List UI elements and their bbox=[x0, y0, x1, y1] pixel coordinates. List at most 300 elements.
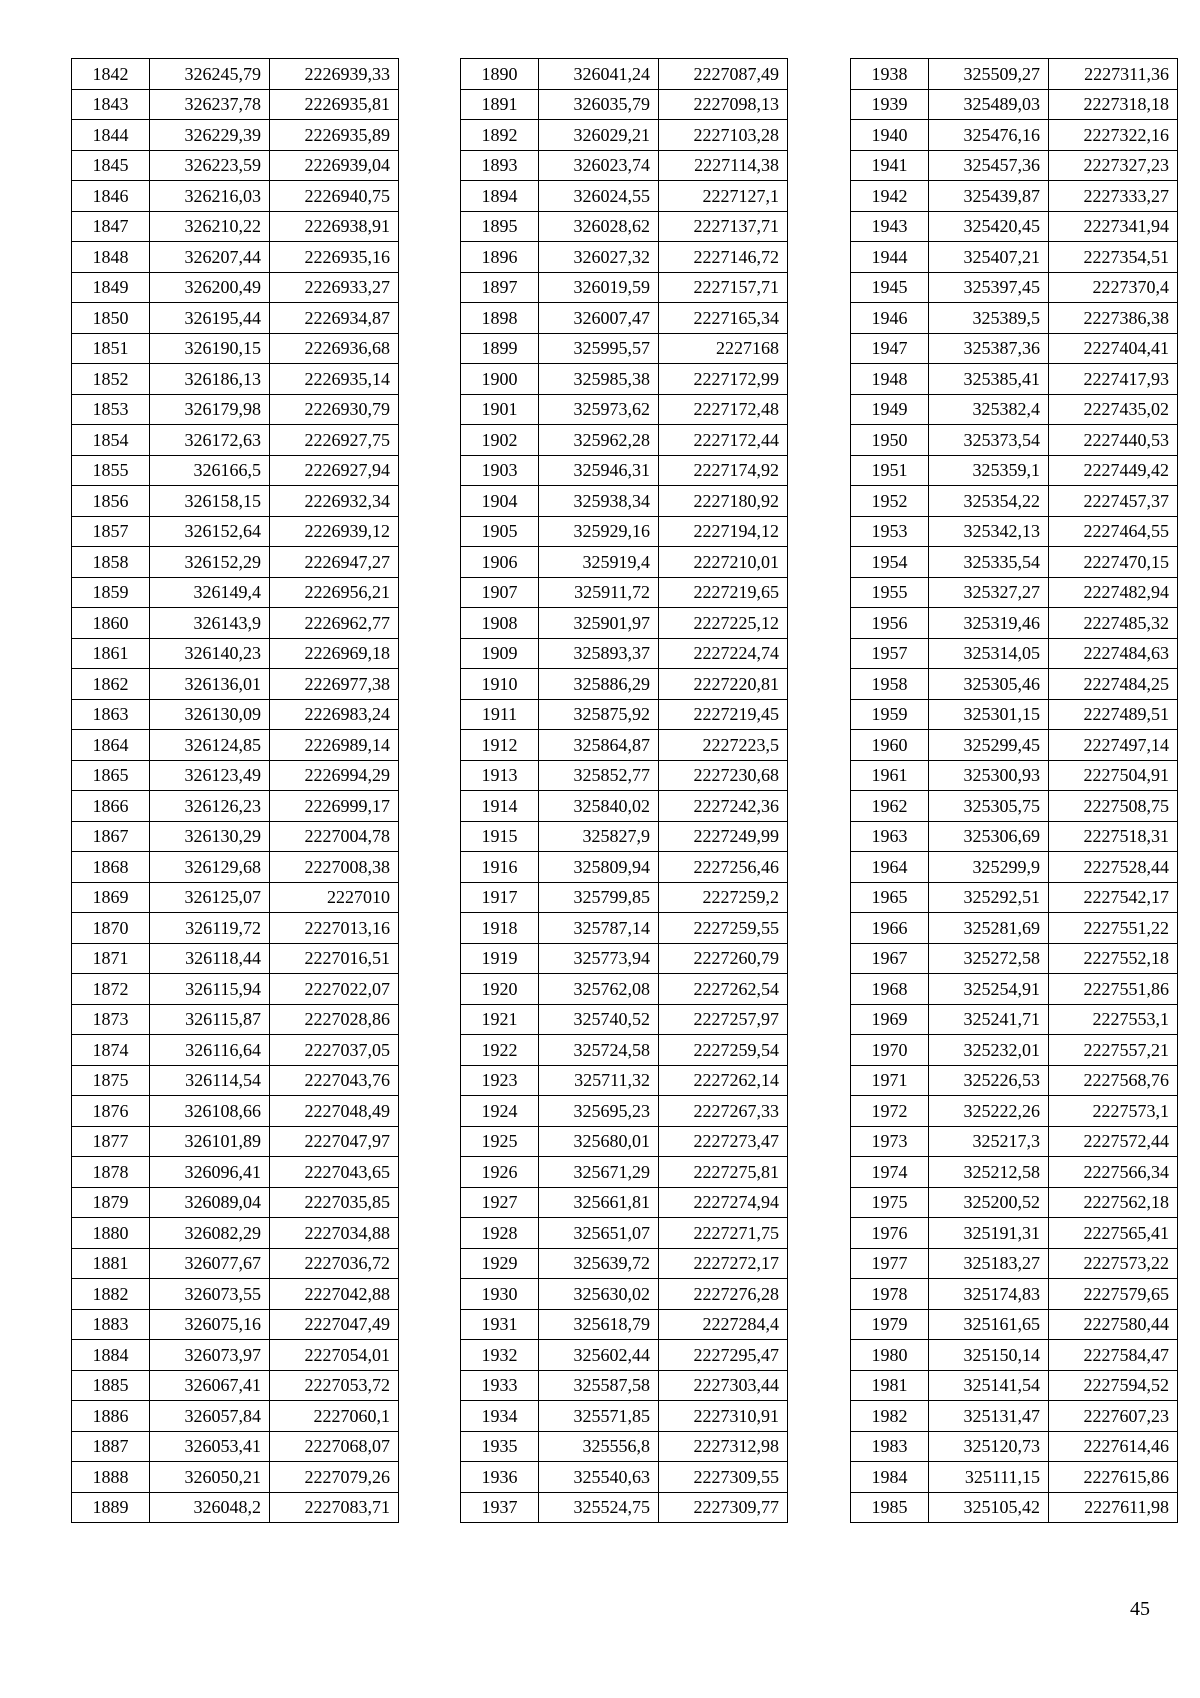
page-number: 45 bbox=[1130, 1598, 1150, 1620]
y-coordinate-cell: 2227272,17 bbox=[659, 1248, 788, 1279]
y-coordinate-cell: 2227553,1 bbox=[1049, 1004, 1178, 1035]
x-coordinate-cell: 326019,59 bbox=[539, 272, 659, 303]
point-number-cell: 1887 bbox=[72, 1431, 150, 1462]
y-coordinate-cell: 2227047,49 bbox=[270, 1309, 399, 1340]
table-row bbox=[72, 150, 399, 181]
x-coordinate-cell: 325299,9 bbox=[929, 852, 1049, 883]
point-number-cell: 1845 bbox=[72, 150, 150, 181]
x-coordinate-cell: 325397,45 bbox=[929, 272, 1049, 303]
point-number-cell: 1945 bbox=[851, 272, 929, 303]
y-coordinate-cell: 2227504,91 bbox=[1049, 760, 1178, 791]
table-row bbox=[461, 1004, 788, 1035]
x-coordinate-cell: 326027,32 bbox=[539, 242, 659, 273]
y-coordinate-cell: 2227562,18 bbox=[1049, 1187, 1178, 1218]
x-coordinate-cell: 325191,31 bbox=[929, 1218, 1049, 1249]
table-row bbox=[461, 394, 788, 425]
y-coordinate-cell: 2227341,94 bbox=[1049, 211, 1178, 242]
table-row bbox=[72, 1279, 399, 1310]
x-coordinate-cell: 325901,97 bbox=[539, 608, 659, 639]
x-coordinate-cell: 325254,91 bbox=[929, 974, 1049, 1005]
x-coordinate-cell: 326053,41 bbox=[150, 1431, 270, 1462]
x-coordinate-cell: 325864,87 bbox=[539, 730, 659, 761]
point-number-cell: 1899 bbox=[461, 333, 539, 364]
table-row bbox=[851, 791, 1178, 822]
y-coordinate-cell: 2227552,18 bbox=[1049, 943, 1178, 974]
table-row bbox=[461, 943, 788, 974]
point-number-cell: 1862 bbox=[72, 669, 150, 700]
table-row bbox=[72, 1492, 399, 1523]
y-coordinate-cell: 2227230,68 bbox=[659, 760, 788, 791]
y-coordinate-cell: 2226956,21 bbox=[270, 577, 399, 608]
point-number-cell: 1964 bbox=[851, 852, 929, 883]
point-number-cell: 1979 bbox=[851, 1309, 929, 1340]
table-row bbox=[72, 974, 399, 1005]
table-row bbox=[851, 1096, 1178, 1127]
table-row bbox=[72, 1157, 399, 1188]
y-coordinate-cell: 2227584,47 bbox=[1049, 1340, 1178, 1371]
point-number-cell: 1857 bbox=[72, 516, 150, 547]
x-coordinate-cell: 325150,14 bbox=[929, 1340, 1049, 1371]
x-coordinate-cell: 326029,21 bbox=[539, 120, 659, 151]
x-coordinate-cell: 326130,29 bbox=[150, 821, 270, 852]
point-number-cell: 1951 bbox=[851, 455, 929, 486]
y-coordinate-cell: 2227568,76 bbox=[1049, 1065, 1178, 1096]
y-coordinate-cell: 2227497,14 bbox=[1049, 730, 1178, 761]
y-coordinate-cell: 2227311,36 bbox=[1049, 59, 1178, 90]
point-number-cell: 1869 bbox=[72, 882, 150, 913]
point-number-cell: 1920 bbox=[461, 974, 539, 1005]
x-coordinate-cell: 326123,49 bbox=[150, 760, 270, 791]
y-coordinate-cell: 2227016,51 bbox=[270, 943, 399, 974]
table-row bbox=[461, 303, 788, 334]
table-row bbox=[851, 89, 1178, 120]
table-row bbox=[72, 1309, 399, 1340]
y-coordinate-cell: 2227103,28 bbox=[659, 120, 788, 151]
y-coordinate-cell: 2227157,71 bbox=[659, 272, 788, 303]
x-coordinate-cell: 325740,52 bbox=[539, 1004, 659, 1035]
table-row bbox=[461, 699, 788, 730]
y-coordinate-cell: 2227257,97 bbox=[659, 1004, 788, 1035]
y-coordinate-cell: 2226935,81 bbox=[270, 89, 399, 120]
table-row bbox=[851, 1218, 1178, 1249]
x-coordinate-cell: 326082,29 bbox=[150, 1218, 270, 1249]
point-number-cell: 1944 bbox=[851, 242, 929, 273]
x-coordinate-cell: 325602,44 bbox=[539, 1340, 659, 1371]
table-row bbox=[72, 1065, 399, 1096]
x-coordinate-cell: 326023,74 bbox=[539, 150, 659, 181]
point-number-cell: 1926 bbox=[461, 1157, 539, 1188]
point-number-cell: 1976 bbox=[851, 1218, 929, 1249]
point-number-cell: 1978 bbox=[851, 1279, 929, 1310]
point-number-cell: 1864 bbox=[72, 730, 150, 761]
y-coordinate-cell: 2227022,07 bbox=[270, 974, 399, 1005]
point-number-cell: 1872 bbox=[72, 974, 150, 1005]
x-coordinate-cell: 325354,22 bbox=[929, 486, 1049, 517]
x-coordinate-cell: 325639,72 bbox=[539, 1248, 659, 1279]
point-number-cell: 1942 bbox=[851, 181, 929, 212]
table-row bbox=[851, 1187, 1178, 1218]
y-coordinate-cell: 2227449,42 bbox=[1049, 455, 1178, 486]
table-row bbox=[72, 730, 399, 761]
y-coordinate-cell: 2227327,23 bbox=[1049, 150, 1178, 181]
point-number-cell: 1893 bbox=[461, 150, 539, 181]
x-coordinate-cell: 325141,54 bbox=[929, 1370, 1049, 1401]
table-row bbox=[851, 669, 1178, 700]
x-coordinate-cell: 326179,98 bbox=[150, 394, 270, 425]
point-number-cell: 1880 bbox=[72, 1218, 150, 1249]
table-row bbox=[72, 699, 399, 730]
table-row bbox=[851, 272, 1178, 303]
point-number-cell: 1954 bbox=[851, 547, 929, 578]
y-coordinate-cell: 2226969,18 bbox=[270, 638, 399, 669]
table-row bbox=[461, 1126, 788, 1157]
table-row bbox=[851, 242, 1178, 273]
table-row bbox=[461, 638, 788, 669]
point-number-cell: 1873 bbox=[72, 1004, 150, 1035]
point-number-cell: 1854 bbox=[72, 425, 150, 456]
x-coordinate-cell: 326172,63 bbox=[150, 425, 270, 456]
point-number-cell: 1913 bbox=[461, 760, 539, 791]
table-row bbox=[851, 1492, 1178, 1523]
y-coordinate-cell: 2227004,78 bbox=[270, 821, 399, 852]
x-coordinate-cell: 326075,16 bbox=[150, 1309, 270, 1340]
point-number-cell: 1852 bbox=[72, 364, 150, 395]
point-number-cell: 1871 bbox=[72, 943, 150, 974]
table-row bbox=[72, 1431, 399, 1462]
y-coordinate-cell: 2227273,47 bbox=[659, 1126, 788, 1157]
x-coordinate-cell: 325407,21 bbox=[929, 242, 1049, 273]
x-coordinate-cell: 325661,81 bbox=[539, 1187, 659, 1218]
x-coordinate-cell: 326136,01 bbox=[150, 669, 270, 700]
x-coordinate-cell: 325540,63 bbox=[539, 1462, 659, 1493]
y-coordinate-cell: 2227542,17 bbox=[1049, 882, 1178, 913]
y-coordinate-cell: 2227274,94 bbox=[659, 1187, 788, 1218]
x-coordinate-cell: 326126,23 bbox=[150, 791, 270, 822]
table-row bbox=[851, 1279, 1178, 1310]
x-coordinate-cell: 326143,9 bbox=[150, 608, 270, 639]
y-coordinate-cell: 2227172,44 bbox=[659, 425, 788, 456]
table-row bbox=[851, 59, 1178, 90]
table-row bbox=[461, 1309, 788, 1340]
y-coordinate-cell: 2227165,34 bbox=[659, 303, 788, 334]
table-row bbox=[461, 730, 788, 761]
x-coordinate-cell: 325327,27 bbox=[929, 577, 1049, 608]
table-row bbox=[72, 1462, 399, 1493]
table-row bbox=[72, 211, 399, 242]
x-coordinate-cell: 325651,07 bbox=[539, 1218, 659, 1249]
y-coordinate-cell: 2227464,55 bbox=[1049, 516, 1178, 547]
table-row bbox=[461, 364, 788, 395]
x-coordinate-cell: 326108,66 bbox=[150, 1096, 270, 1127]
y-coordinate-cell: 2227310,91 bbox=[659, 1401, 788, 1432]
x-coordinate-cell: 326124,85 bbox=[150, 730, 270, 761]
x-coordinate-cell: 326158,15 bbox=[150, 486, 270, 517]
table-row bbox=[851, 1431, 1178, 1462]
x-coordinate-cell: 325680,01 bbox=[539, 1126, 659, 1157]
point-number-cell: 1938 bbox=[851, 59, 929, 90]
x-coordinate-cell: 326237,78 bbox=[150, 89, 270, 120]
table-row bbox=[72, 1248, 399, 1279]
point-number-cell: 1895 bbox=[461, 211, 539, 242]
point-number-cell: 1968 bbox=[851, 974, 929, 1005]
table-row bbox=[72, 1218, 399, 1249]
y-coordinate-cell: 2227607,23 bbox=[1049, 1401, 1178, 1432]
table-row bbox=[72, 638, 399, 669]
x-coordinate-cell: 326152,29 bbox=[150, 547, 270, 578]
point-number-cell: 1865 bbox=[72, 760, 150, 791]
x-coordinate-cell: 325385,41 bbox=[929, 364, 1049, 395]
table-row bbox=[461, 791, 788, 822]
point-number-cell: 1937 bbox=[461, 1492, 539, 1523]
table-row bbox=[851, 394, 1178, 425]
point-number-cell: 1885 bbox=[72, 1370, 150, 1401]
y-coordinate-cell: 2227219,65 bbox=[659, 577, 788, 608]
point-number-cell: 1931 bbox=[461, 1309, 539, 1340]
point-number-cell: 1892 bbox=[461, 120, 539, 151]
y-coordinate-cell: 2227249,99 bbox=[659, 821, 788, 852]
y-coordinate-cell: 2227036,72 bbox=[270, 1248, 399, 1279]
x-coordinate-cell: 325306,69 bbox=[929, 821, 1049, 852]
x-coordinate-cell: 326229,39 bbox=[150, 120, 270, 151]
y-coordinate-cell: 2226962,77 bbox=[270, 608, 399, 639]
y-coordinate-cell: 2226989,14 bbox=[270, 730, 399, 761]
y-coordinate-cell: 2226935,14 bbox=[270, 364, 399, 395]
point-number-cell: 1874 bbox=[72, 1035, 150, 1066]
point-number-cell: 1927 bbox=[461, 1187, 539, 1218]
x-coordinate-cell: 325387,36 bbox=[929, 333, 1049, 364]
x-coordinate-cell: 325222,26 bbox=[929, 1096, 1049, 1127]
point-number-cell: 1956 bbox=[851, 608, 929, 639]
y-coordinate-cell: 2227557,21 bbox=[1049, 1035, 1178, 1066]
table-row bbox=[72, 272, 399, 303]
point-number-cell: 1848 bbox=[72, 242, 150, 273]
y-coordinate-cell: 2227482,94 bbox=[1049, 577, 1178, 608]
point-number-cell: 1846 bbox=[72, 181, 150, 212]
table-row bbox=[461, 59, 788, 90]
point-number-cell: 1975 bbox=[851, 1187, 929, 1218]
x-coordinate-cell: 325300,93 bbox=[929, 760, 1049, 791]
x-coordinate-cell: 325359,1 bbox=[929, 455, 1049, 486]
point-number-cell: 1911 bbox=[461, 699, 539, 730]
y-coordinate-cell: 2227508,75 bbox=[1049, 791, 1178, 822]
x-coordinate-cell: 326035,79 bbox=[539, 89, 659, 120]
table-row bbox=[851, 699, 1178, 730]
x-coordinate-cell: 325299,45 bbox=[929, 730, 1049, 761]
point-number-cell: 1922 bbox=[461, 1035, 539, 1066]
coordinate-table-2 bbox=[460, 58, 788, 1523]
y-coordinate-cell: 2227565,41 bbox=[1049, 1218, 1178, 1249]
x-coordinate-cell: 325335,54 bbox=[929, 547, 1049, 578]
y-coordinate-cell: 2227309,77 bbox=[659, 1492, 788, 1523]
y-coordinate-cell: 2227042,88 bbox=[270, 1279, 399, 1310]
y-coordinate-cell: 2227219,45 bbox=[659, 699, 788, 730]
y-coordinate-cell: 2227417,93 bbox=[1049, 364, 1178, 395]
point-number-cell: 1903 bbox=[461, 455, 539, 486]
x-coordinate-cell: 325457,36 bbox=[929, 150, 1049, 181]
x-coordinate-cell: 325131,47 bbox=[929, 1401, 1049, 1432]
x-coordinate-cell: 325524,75 bbox=[539, 1492, 659, 1523]
point-number-cell: 1844 bbox=[72, 120, 150, 151]
table-row bbox=[461, 89, 788, 120]
point-number-cell: 1882 bbox=[72, 1279, 150, 1310]
point-number-cell: 1916 bbox=[461, 852, 539, 883]
y-coordinate-cell: 2227043,76 bbox=[270, 1065, 399, 1096]
x-coordinate-cell: 325382,4 bbox=[929, 394, 1049, 425]
table-row bbox=[461, 1065, 788, 1096]
point-number-cell: 1973 bbox=[851, 1126, 929, 1157]
x-coordinate-cell: 325587,58 bbox=[539, 1370, 659, 1401]
x-coordinate-cell: 326223,59 bbox=[150, 150, 270, 181]
point-number-cell: 1868 bbox=[72, 852, 150, 883]
y-coordinate-cell: 2226939,12 bbox=[270, 516, 399, 547]
y-coordinate-cell: 2226999,17 bbox=[270, 791, 399, 822]
x-coordinate-cell: 325711,32 bbox=[539, 1065, 659, 1096]
point-number-cell: 1896 bbox=[461, 242, 539, 273]
y-coordinate-cell: 2227262,14 bbox=[659, 1065, 788, 1096]
point-number-cell: 1933 bbox=[461, 1370, 539, 1401]
point-number-cell: 1981 bbox=[851, 1370, 929, 1401]
table-row bbox=[851, 1248, 1178, 1279]
y-coordinate-cell: 2226947,27 bbox=[270, 547, 399, 578]
point-number-cell: 1851 bbox=[72, 333, 150, 364]
x-coordinate-cell: 326152,64 bbox=[150, 516, 270, 547]
y-coordinate-cell: 2227048,49 bbox=[270, 1096, 399, 1127]
x-coordinate-cell: 325919,4 bbox=[539, 547, 659, 578]
table-row bbox=[851, 1309, 1178, 1340]
table-row bbox=[851, 455, 1178, 486]
coordinate-table-1 bbox=[71, 58, 399, 1523]
x-coordinate-cell: 325292,51 bbox=[929, 882, 1049, 913]
point-number-cell: 1860 bbox=[72, 608, 150, 639]
x-coordinate-cell: 325893,37 bbox=[539, 638, 659, 669]
table-row bbox=[851, 821, 1178, 852]
x-coordinate-cell: 325799,85 bbox=[539, 882, 659, 913]
table-row bbox=[461, 608, 788, 639]
x-coordinate-cell: 325342,13 bbox=[929, 516, 1049, 547]
point-number-cell: 1948 bbox=[851, 364, 929, 395]
y-coordinate-cell: 2227284,4 bbox=[659, 1309, 788, 1340]
table-row bbox=[851, 364, 1178, 395]
x-coordinate-cell: 326216,03 bbox=[150, 181, 270, 212]
x-coordinate-cell: 325985,38 bbox=[539, 364, 659, 395]
point-number-cell: 1940 bbox=[851, 120, 929, 151]
table-row bbox=[461, 669, 788, 700]
y-coordinate-cell: 2227224,74 bbox=[659, 638, 788, 669]
table-row bbox=[72, 821, 399, 852]
point-number-cell: 1879 bbox=[72, 1187, 150, 1218]
x-coordinate-cell: 326024,55 bbox=[539, 181, 659, 212]
x-coordinate-cell: 325787,14 bbox=[539, 913, 659, 944]
y-coordinate-cell: 2226977,38 bbox=[270, 669, 399, 700]
point-number-cell: 1932 bbox=[461, 1340, 539, 1371]
point-number-cell: 1952 bbox=[851, 486, 929, 517]
x-coordinate-cell: 326116,64 bbox=[150, 1035, 270, 1066]
x-coordinate-cell: 326073,55 bbox=[150, 1279, 270, 1310]
x-coordinate-cell: 325773,94 bbox=[539, 943, 659, 974]
x-coordinate-cell: 325120,73 bbox=[929, 1431, 1049, 1462]
y-coordinate-cell: 2227087,49 bbox=[659, 59, 788, 90]
y-coordinate-cell: 2227047,97 bbox=[270, 1126, 399, 1157]
x-coordinate-cell: 325671,29 bbox=[539, 1157, 659, 1188]
point-number-cell: 1967 bbox=[851, 943, 929, 974]
y-coordinate-cell: 2227034,88 bbox=[270, 1218, 399, 1249]
x-coordinate-cell: 326207,44 bbox=[150, 242, 270, 273]
point-number-cell: 1843 bbox=[72, 89, 150, 120]
point-number-cell: 1917 bbox=[461, 882, 539, 913]
point-number-cell: 1909 bbox=[461, 638, 539, 669]
point-number-cell: 1906 bbox=[461, 547, 539, 578]
point-number-cell: 1971 bbox=[851, 1065, 929, 1096]
table-row bbox=[461, 516, 788, 547]
y-coordinate-cell: 2227470,15 bbox=[1049, 547, 1178, 578]
point-number-cell: 1904 bbox=[461, 486, 539, 517]
table-row bbox=[851, 1065, 1178, 1096]
y-coordinate-cell: 2227172,48 bbox=[659, 394, 788, 425]
x-coordinate-cell: 325911,72 bbox=[539, 577, 659, 608]
table-row bbox=[851, 181, 1178, 212]
x-coordinate-cell: 326245,79 bbox=[150, 59, 270, 90]
y-coordinate-cell: 2227440,53 bbox=[1049, 425, 1178, 456]
y-coordinate-cell: 2227043,65 bbox=[270, 1157, 399, 1188]
table-row bbox=[72, 1004, 399, 1035]
x-coordinate-cell: 325183,27 bbox=[929, 1248, 1049, 1279]
y-coordinate-cell: 2227485,32 bbox=[1049, 608, 1178, 639]
y-coordinate-cell: 2226939,33 bbox=[270, 59, 399, 90]
table-row bbox=[72, 1126, 399, 1157]
x-coordinate-cell: 325319,46 bbox=[929, 608, 1049, 639]
y-coordinate-cell: 2227259,54 bbox=[659, 1035, 788, 1066]
table-row bbox=[851, 425, 1178, 456]
x-coordinate-cell: 325946,31 bbox=[539, 455, 659, 486]
table-row bbox=[461, 547, 788, 578]
coordinate-table-3 bbox=[850, 58, 1178, 1523]
table-row bbox=[851, 486, 1178, 517]
table-row bbox=[72, 547, 399, 578]
y-coordinate-cell: 2227259,55 bbox=[659, 913, 788, 944]
y-coordinate-cell: 2227276,28 bbox=[659, 1279, 788, 1310]
point-number-cell: 1935 bbox=[461, 1431, 539, 1462]
point-number-cell: 1959 bbox=[851, 699, 929, 730]
table-row bbox=[72, 1096, 399, 1127]
point-number-cell: 1936 bbox=[461, 1462, 539, 1493]
point-number-cell: 1877 bbox=[72, 1126, 150, 1157]
y-coordinate-cell: 2227223,5 bbox=[659, 730, 788, 761]
table-row bbox=[851, 913, 1178, 944]
table-row bbox=[461, 1035, 788, 1066]
table-row bbox=[72, 425, 399, 456]
table-row bbox=[461, 1462, 788, 1493]
table-row bbox=[72, 333, 399, 364]
x-coordinate-cell: 326115,87 bbox=[150, 1004, 270, 1035]
x-coordinate-cell: 325161,65 bbox=[929, 1309, 1049, 1340]
y-coordinate-cell: 2227573,1 bbox=[1049, 1096, 1178, 1127]
point-number-cell: 1842 bbox=[72, 59, 150, 90]
table-row bbox=[72, 913, 399, 944]
point-number-cell: 1974 bbox=[851, 1157, 929, 1188]
x-coordinate-cell: 325226,53 bbox=[929, 1065, 1049, 1096]
table-row bbox=[461, 913, 788, 944]
table-row bbox=[461, 760, 788, 791]
table-row bbox=[851, 547, 1178, 578]
point-number-cell: 1915 bbox=[461, 821, 539, 852]
table-row bbox=[461, 181, 788, 212]
x-coordinate-cell: 326041,24 bbox=[539, 59, 659, 90]
table-row bbox=[72, 608, 399, 639]
y-coordinate-cell: 2227303,44 bbox=[659, 1370, 788, 1401]
x-coordinate-cell: 326200,49 bbox=[150, 272, 270, 303]
y-coordinate-cell: 2227037,05 bbox=[270, 1035, 399, 1066]
x-coordinate-cell: 326186,13 bbox=[150, 364, 270, 395]
